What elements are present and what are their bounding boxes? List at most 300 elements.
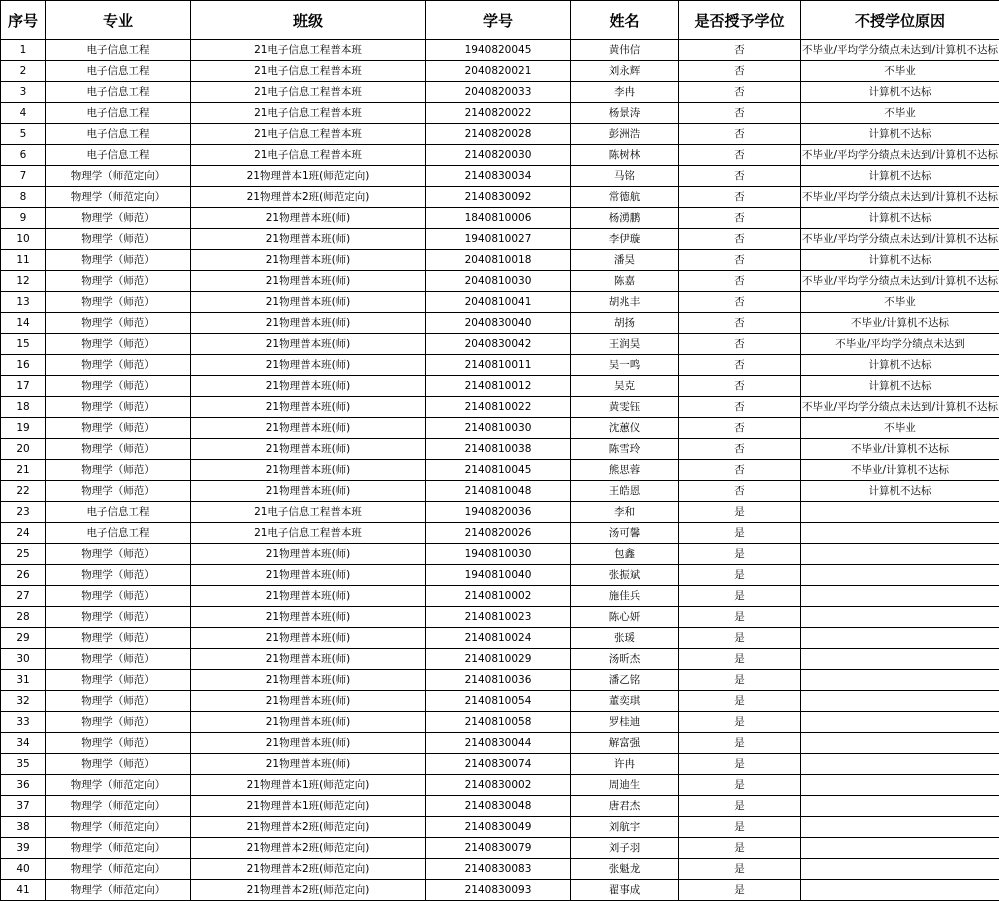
cell-name: 吴克 xyxy=(571,376,679,397)
cell-index: 9 xyxy=(1,208,46,229)
cell-major: 电子信息工程 xyxy=(46,103,191,124)
cell-name: 张瑗 xyxy=(571,628,679,649)
cell-name: 许冉 xyxy=(571,754,679,775)
cell-index: 18 xyxy=(1,397,46,418)
cell-reason xyxy=(801,796,999,817)
cell-degree-granted: 否 xyxy=(679,292,801,313)
cell-student-id: 2140830049 xyxy=(426,817,571,838)
cell-major: 物理学（师范定向） xyxy=(46,880,191,901)
cell-degree-granted: 否 xyxy=(679,61,801,82)
cell-reason xyxy=(801,880,999,901)
cell-class: 21物理普本班(师) xyxy=(191,586,426,607)
cell-degree-granted: 是 xyxy=(679,775,801,796)
cell-class: 21物理普本班(师) xyxy=(191,271,426,292)
cell-student-id: 2140810029 xyxy=(426,649,571,670)
table-row xyxy=(1,376,999,397)
cell-reason: 不毕业/平均学分绩点未达到/计算机不达标 xyxy=(801,397,999,418)
header-index: 序号 xyxy=(1,1,46,40)
cell-major: 物理学（师范） xyxy=(46,628,191,649)
cell-name: 刘航宇 xyxy=(571,817,679,838)
cell-name: 罗桂迪 xyxy=(571,712,679,733)
cell-class: 21物理普本2班(师范定向) xyxy=(191,817,426,838)
cell-index: 40 xyxy=(1,859,46,880)
cell-degree-granted: 是 xyxy=(679,565,801,586)
cell-class: 21物理普本班(师) xyxy=(191,376,426,397)
cell-class: 21物理普本班(师) xyxy=(191,712,426,733)
cell-class: 21物理普本班(师) xyxy=(191,334,426,355)
cell-major: 物理学（师范） xyxy=(46,397,191,418)
cell-index: 26 xyxy=(1,565,46,586)
cell-reason xyxy=(801,670,999,691)
cell-student-id: 2040810041 xyxy=(426,292,571,313)
cell-student-id: 1940810040 xyxy=(426,565,571,586)
cell-name: 刘子羽 xyxy=(571,838,679,859)
header-class: 班级 xyxy=(191,1,426,40)
cell-student-id: 2040810018 xyxy=(426,250,571,271)
cell-index: 17 xyxy=(1,376,46,397)
cell-major: 电子信息工程 xyxy=(46,523,191,544)
cell-student-id: 2140820026 xyxy=(426,523,571,544)
cell-reason xyxy=(801,523,999,544)
cell-name: 李伊璇 xyxy=(571,229,679,250)
cell-class: 21物理普本班(师) xyxy=(191,481,426,502)
cell-index: 6 xyxy=(1,145,46,166)
cell-reason: 不毕业/平均学分绩点未达到/计算机不达标 xyxy=(801,271,999,292)
table-row xyxy=(1,439,999,460)
cell-degree-granted: 否 xyxy=(679,481,801,502)
table-row xyxy=(1,859,999,880)
cell-name: 沈蕙仪 xyxy=(571,418,679,439)
cell-student-id: 2140830034 xyxy=(426,166,571,187)
cell-student-id: 1940820045 xyxy=(426,40,571,61)
cell-major: 物理学（师范） xyxy=(46,649,191,670)
cell-index: 15 xyxy=(1,334,46,355)
cell-name: 张魁龙 xyxy=(571,859,679,880)
cell-degree-granted: 是 xyxy=(679,544,801,565)
cell-major: 物理学（师范） xyxy=(46,376,191,397)
cell-reason xyxy=(801,733,999,754)
cell-name: 陈雪玲 xyxy=(571,439,679,460)
cell-name: 陈树林 xyxy=(571,145,679,166)
cell-degree-granted: 是 xyxy=(679,670,801,691)
cell-name: 王润昊 xyxy=(571,334,679,355)
cell-index: 22 xyxy=(1,481,46,502)
cell-degree-granted: 是 xyxy=(679,859,801,880)
cell-student-id: 1940810030 xyxy=(426,544,571,565)
cell-index: 28 xyxy=(1,607,46,628)
cell-index: 36 xyxy=(1,775,46,796)
cell-degree-granted: 否 xyxy=(679,40,801,61)
cell-class: 21物理普本班(师) xyxy=(191,544,426,565)
cell-reason: 不毕业 xyxy=(801,292,999,313)
cell-index: 21 xyxy=(1,460,46,481)
cell-index: 38 xyxy=(1,817,46,838)
table-row xyxy=(1,61,999,82)
cell-student-id: 2140830074 xyxy=(426,754,571,775)
cell-major: 物理学（师范定向） xyxy=(46,859,191,880)
table-row xyxy=(1,628,999,649)
cell-name: 汤可馨 xyxy=(571,523,679,544)
cell-student-id: 2140820028 xyxy=(426,124,571,145)
cell-degree-granted: 是 xyxy=(679,817,801,838)
cell-reason xyxy=(801,586,999,607)
cell-name: 杨景涛 xyxy=(571,103,679,124)
header-major: 专业 xyxy=(46,1,191,40)
cell-major: 物理学（师范） xyxy=(46,208,191,229)
cell-index: 33 xyxy=(1,712,46,733)
cell-index: 23 xyxy=(1,502,46,523)
cell-reason: 计算机不达标 xyxy=(801,82,999,103)
cell-reason xyxy=(801,649,999,670)
cell-major: 物理学（师范） xyxy=(46,733,191,754)
table-row xyxy=(1,40,999,61)
cell-major: 物理学（师范定向） xyxy=(46,775,191,796)
cell-class: 21电子信息工程普本班 xyxy=(191,82,426,103)
table-row xyxy=(1,82,999,103)
header-student-id: 学号 xyxy=(426,1,571,40)
cell-degree-granted: 否 xyxy=(679,334,801,355)
cell-student-id: 2140830083 xyxy=(426,859,571,880)
cell-reason: 计算机不达标 xyxy=(801,208,999,229)
cell-reason: 不毕业 xyxy=(801,103,999,124)
cell-major: 物理学（师范） xyxy=(46,229,191,250)
cell-name: 唐君杰 xyxy=(571,796,679,817)
cell-name: 解富强 xyxy=(571,733,679,754)
cell-class: 21物理普本班(师) xyxy=(191,754,426,775)
cell-student-id: 2140830093 xyxy=(426,880,571,901)
cell-index: 3 xyxy=(1,82,46,103)
cell-name: 黄伟信 xyxy=(571,40,679,61)
cell-major: 物理学（师范定向） xyxy=(46,187,191,208)
cell-degree-granted: 是 xyxy=(679,523,801,544)
cell-major: 电子信息工程 xyxy=(46,124,191,145)
cell-class: 21物理普本2班(师范定向) xyxy=(191,859,426,880)
table-row xyxy=(1,649,999,670)
table-row xyxy=(1,733,999,754)
table-row xyxy=(1,775,999,796)
cell-class: 21电子信息工程普本班 xyxy=(191,40,426,61)
cell-major: 电子信息工程 xyxy=(46,502,191,523)
table-row xyxy=(1,292,999,313)
cell-degree-granted: 否 xyxy=(679,229,801,250)
table-row xyxy=(1,229,999,250)
table-row xyxy=(1,166,999,187)
cell-student-id: 2140810030 xyxy=(426,418,571,439)
table-row xyxy=(1,838,999,859)
cell-index: 35 xyxy=(1,754,46,775)
cell-index: 4 xyxy=(1,103,46,124)
cell-degree-granted: 否 xyxy=(679,103,801,124)
cell-major: 物理学（师范） xyxy=(46,439,191,460)
cell-student-id: 2140830048 xyxy=(426,796,571,817)
cell-major: 物理学（师范） xyxy=(46,481,191,502)
cell-class: 21物理普本班(师) xyxy=(191,397,426,418)
cell-name: 胡兆丰 xyxy=(571,292,679,313)
cell-student-id: 2140810048 xyxy=(426,481,571,502)
cell-student-id: 1940810027 xyxy=(426,229,571,250)
table-row xyxy=(1,187,999,208)
cell-class: 21物理普本班(师) xyxy=(191,439,426,460)
table-row xyxy=(1,670,999,691)
cell-reason: 不毕业/平均学分绩点未达到/计算机不达标 xyxy=(801,187,999,208)
cell-major: 物理学（师范定向） xyxy=(46,796,191,817)
cell-major: 物理学（师范） xyxy=(46,418,191,439)
cell-degree-granted: 否 xyxy=(679,166,801,187)
cell-major: 物理学（师范） xyxy=(46,334,191,355)
cell-degree-granted: 否 xyxy=(679,418,801,439)
cell-major: 电子信息工程 xyxy=(46,82,191,103)
cell-name: 吴一鸣 xyxy=(571,355,679,376)
cell-student-id: 2140810054 xyxy=(426,691,571,712)
cell-student-id: 2140830079 xyxy=(426,838,571,859)
table-row xyxy=(1,796,999,817)
cell-index: 19 xyxy=(1,418,46,439)
cell-class: 21物理普本班(师) xyxy=(191,250,426,271)
cell-major: 物理学（师范） xyxy=(46,292,191,313)
table-row xyxy=(1,313,999,334)
cell-degree-granted: 否 xyxy=(679,439,801,460)
cell-major: 物理学（师范） xyxy=(46,712,191,733)
cell-index: 7 xyxy=(1,166,46,187)
cell-reason: 计算机不达标 xyxy=(801,166,999,187)
cell-major: 物理学（师范） xyxy=(46,670,191,691)
table-row xyxy=(1,565,999,586)
cell-class: 21物理普本1班(师范定向) xyxy=(191,796,426,817)
cell-name: 杨湧鹏 xyxy=(571,208,679,229)
cell-major: 电子信息工程 xyxy=(46,40,191,61)
cell-reason: 计算机不达标 xyxy=(801,124,999,145)
cell-name: 李冉 xyxy=(571,82,679,103)
cell-index: 16 xyxy=(1,355,46,376)
cell-reason: 不毕业/计算机不达标 xyxy=(801,460,999,481)
cell-reason: 不毕业/计算机不达标 xyxy=(801,439,999,460)
cell-reason xyxy=(801,859,999,880)
cell-class: 21物理普本2班(师范定向) xyxy=(191,838,426,859)
table-body xyxy=(1,40,999,901)
cell-degree-granted: 否 xyxy=(679,460,801,481)
cell-class: 21电子信息工程普本班 xyxy=(191,103,426,124)
cell-name: 周迪生 xyxy=(571,775,679,796)
cell-class: 21物理普本2班(师范定向) xyxy=(191,880,426,901)
cell-class: 21物理普本班(师) xyxy=(191,607,426,628)
cell-degree-granted: 否 xyxy=(679,313,801,334)
table-row xyxy=(1,145,999,166)
cell-class: 21物理普本班(师) xyxy=(191,313,426,334)
table-row xyxy=(1,397,999,418)
cell-major: 物理学（师范） xyxy=(46,691,191,712)
cell-major: 物理学（师范） xyxy=(46,460,191,481)
cell-reason: 计算机不达标 xyxy=(801,481,999,502)
cell-student-id: 2140810012 xyxy=(426,376,571,397)
cell-name: 胡扬 xyxy=(571,313,679,334)
cell-degree-granted: 否 xyxy=(679,271,801,292)
cell-reason xyxy=(801,565,999,586)
cell-reason: 不毕业/平均学分绩点未达到/计算机不达标 xyxy=(801,229,999,250)
cell-index: 25 xyxy=(1,544,46,565)
cell-degree-granted: 否 xyxy=(679,145,801,166)
header-degree-granted: 是否授予学位 xyxy=(679,1,801,40)
cell-reason xyxy=(801,628,999,649)
cell-reason xyxy=(801,838,999,859)
cell-student-id: 2140810023 xyxy=(426,607,571,628)
cell-class: 21物理普本班(师) xyxy=(191,208,426,229)
cell-reason xyxy=(801,817,999,838)
cell-class: 21物理普本班(师) xyxy=(191,292,426,313)
cell-student-id: 2140810058 xyxy=(426,712,571,733)
cell-class: 21物理普本班(师) xyxy=(191,649,426,670)
cell-major: 物理学（师范） xyxy=(46,565,191,586)
cell-reason xyxy=(801,712,999,733)
cell-index: 31 xyxy=(1,670,46,691)
cell-index: 13 xyxy=(1,292,46,313)
cell-student-id: 2140810024 xyxy=(426,628,571,649)
table-row xyxy=(1,502,999,523)
header-reason: 不授学位原因 xyxy=(801,1,999,40)
cell-student-id: 2040820021 xyxy=(426,61,571,82)
cell-index: 14 xyxy=(1,313,46,334)
table-row xyxy=(1,523,999,544)
cell-reason xyxy=(801,607,999,628)
cell-student-id: 2140810011 xyxy=(426,355,571,376)
cell-index: 30 xyxy=(1,649,46,670)
cell-student-id: 1840810006 xyxy=(426,208,571,229)
cell-name: 潘昊 xyxy=(571,250,679,271)
cell-name: 黄雯钰 xyxy=(571,397,679,418)
cell-student-id: 2140830044 xyxy=(426,733,571,754)
table-row xyxy=(1,250,999,271)
cell-student-id: 2140810036 xyxy=(426,670,571,691)
cell-name: 彭洲浩 xyxy=(571,124,679,145)
cell-student-id: 2040820033 xyxy=(426,82,571,103)
cell-student-id: 2040830042 xyxy=(426,334,571,355)
cell-index: 39 xyxy=(1,838,46,859)
cell-class: 21物理普本班(师) xyxy=(191,733,426,754)
cell-index: 11 xyxy=(1,250,46,271)
cell-reason: 计算机不达标 xyxy=(801,355,999,376)
cell-student-id: 2140830092 xyxy=(426,187,571,208)
table-row xyxy=(1,586,999,607)
table-row xyxy=(1,418,999,439)
header-row xyxy=(1,1,999,40)
cell-degree-granted: 是 xyxy=(679,712,801,733)
table-row xyxy=(1,817,999,838)
cell-index: 37 xyxy=(1,796,46,817)
cell-name: 陈嘉 xyxy=(571,271,679,292)
cell-major: 物理学（师范定向） xyxy=(46,838,191,859)
cell-student-id: 2140820030 xyxy=(426,145,571,166)
cell-reason: 不毕业 xyxy=(801,61,999,82)
table-row xyxy=(1,607,999,628)
cell-reason: 不毕业 xyxy=(801,418,999,439)
cell-name: 施佳兵 xyxy=(571,586,679,607)
cell-class: 21物理普本班(师) xyxy=(191,229,426,250)
cell-student-id: 2140810038 xyxy=(426,439,571,460)
cell-name: 熊思蓉 xyxy=(571,460,679,481)
cell-reason: 计算机不达标 xyxy=(801,376,999,397)
cell-name: 常德航 xyxy=(571,187,679,208)
table-row xyxy=(1,754,999,775)
cell-student-id: 2140830002 xyxy=(426,775,571,796)
cell-reason xyxy=(801,754,999,775)
table-row xyxy=(1,880,999,901)
table-row xyxy=(1,460,999,481)
header-name: 姓名 xyxy=(571,1,679,40)
cell-name: 董奕琪 xyxy=(571,691,679,712)
cell-degree-granted: 是 xyxy=(679,691,801,712)
cell-student-id: 2040810030 xyxy=(426,271,571,292)
cell-degree-granted: 否 xyxy=(679,250,801,271)
cell-degree-granted: 是 xyxy=(679,796,801,817)
table-row xyxy=(1,124,999,145)
cell-class: 21物理普本班(师) xyxy=(191,565,426,586)
cell-name: 马铭 xyxy=(571,166,679,187)
cell-reason: 计算机不达标 xyxy=(801,250,999,271)
cell-name: 翟事成 xyxy=(571,880,679,901)
cell-major: 物理学（师范） xyxy=(46,250,191,271)
cell-degree-granted: 否 xyxy=(679,82,801,103)
cell-major: 物理学（师范） xyxy=(46,544,191,565)
cell-reason xyxy=(801,775,999,796)
cell-student-id: 2140820022 xyxy=(426,103,571,124)
cell-major: 电子信息工程 xyxy=(46,61,191,82)
cell-name: 王皓恩 xyxy=(571,481,679,502)
cell-index: 20 xyxy=(1,439,46,460)
cell-class: 21物理普本班(师) xyxy=(191,670,426,691)
cell-name: 汤昕杰 xyxy=(571,649,679,670)
cell-degree-granted: 是 xyxy=(679,628,801,649)
cell-index: 2 xyxy=(1,61,46,82)
cell-degree-granted: 是 xyxy=(679,754,801,775)
cell-degree-granted: 否 xyxy=(679,208,801,229)
cell-index: 12 xyxy=(1,271,46,292)
cell-index: 5 xyxy=(1,124,46,145)
cell-major: 电子信息工程 xyxy=(46,145,191,166)
cell-degree-granted: 否 xyxy=(679,187,801,208)
cell-name: 张振斌 xyxy=(571,565,679,586)
table-row xyxy=(1,103,999,124)
cell-class: 21电子信息工程普本班 xyxy=(191,502,426,523)
cell-name: 包鑫 xyxy=(571,544,679,565)
cell-class: 21物理普本2班(师范定向) xyxy=(191,187,426,208)
cell-student-id: 1940820036 xyxy=(426,502,571,523)
cell-degree-granted: 是 xyxy=(679,733,801,754)
cell-major: 物理学（师范） xyxy=(46,313,191,334)
cell-index: 24 xyxy=(1,523,46,544)
cell-index: 41 xyxy=(1,880,46,901)
cell-degree-granted: 否 xyxy=(679,376,801,397)
table-row xyxy=(1,481,999,502)
table-row xyxy=(1,334,999,355)
cell-major: 物理学（师范定向） xyxy=(46,817,191,838)
cell-name: 陈心妍 xyxy=(571,607,679,628)
table-row xyxy=(1,544,999,565)
cell-reason: 不毕业/计算机不达标 xyxy=(801,313,999,334)
cell-class: 21电子信息工程普本班 xyxy=(191,145,426,166)
cell-class: 21电子信息工程普本班 xyxy=(191,523,426,544)
cell-name: 李和 xyxy=(571,502,679,523)
cell-major: 物理学（师范） xyxy=(46,355,191,376)
cell-major: 物理学（师范） xyxy=(46,586,191,607)
cell-class: 21物理普本班(师) xyxy=(191,691,426,712)
cell-major: 物理学（师范） xyxy=(46,607,191,628)
cell-reason: 不毕业/平均学分绩点未达到 xyxy=(801,334,999,355)
cell-degree-granted: 否 xyxy=(679,355,801,376)
cell-index: 27 xyxy=(1,586,46,607)
table-row xyxy=(1,691,999,712)
cell-name: 潘乙铭 xyxy=(571,670,679,691)
table-row xyxy=(1,208,999,229)
cell-student-id: 2140810022 xyxy=(426,397,571,418)
